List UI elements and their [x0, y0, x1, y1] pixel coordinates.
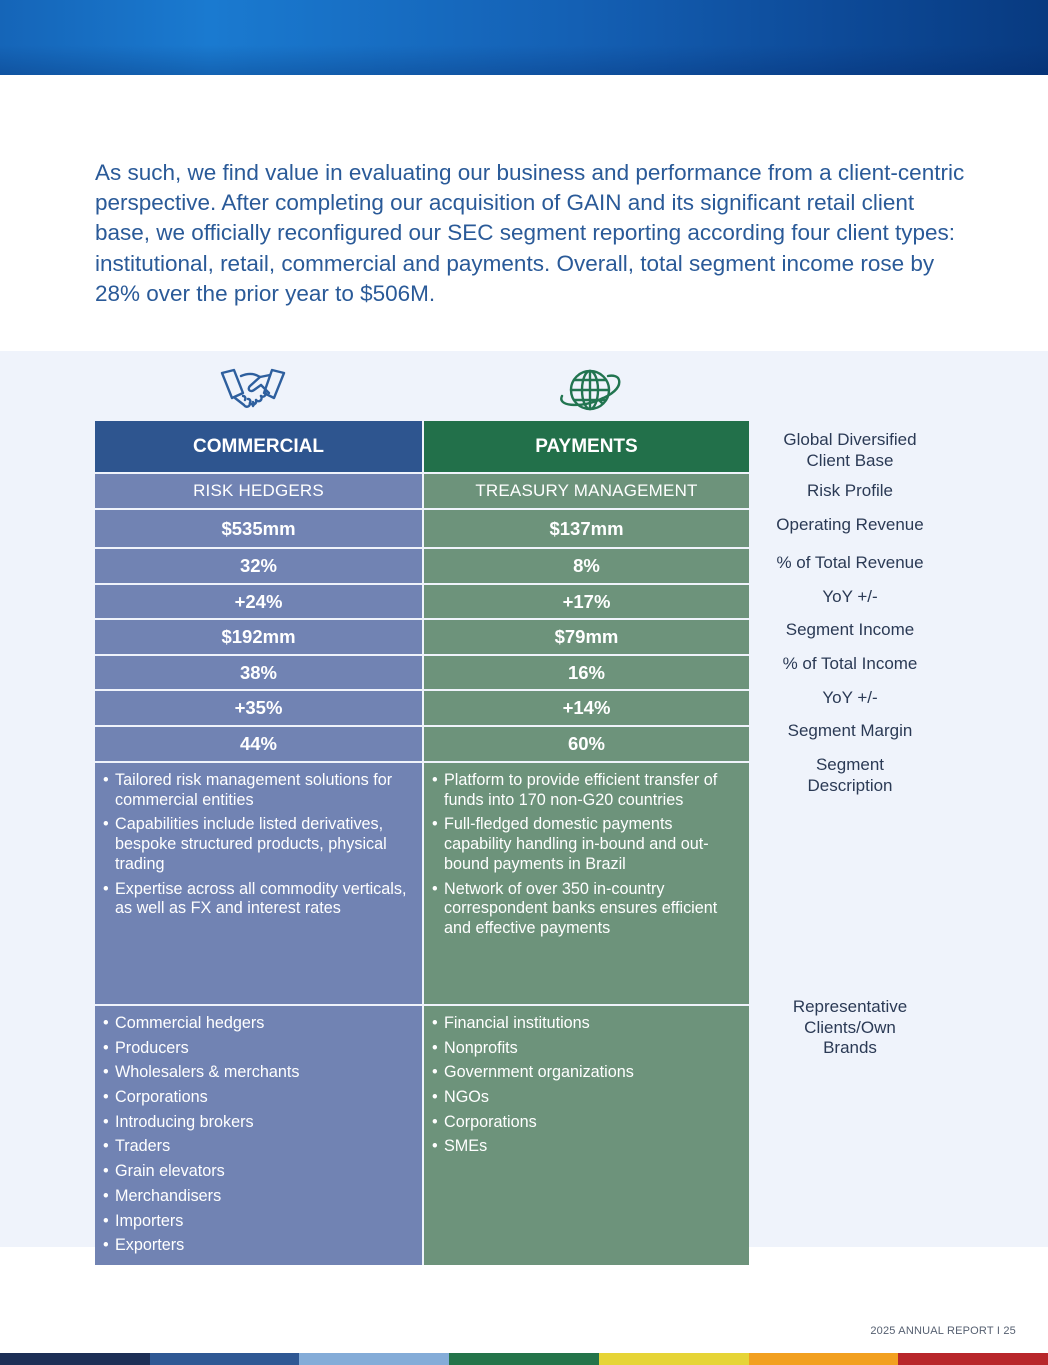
commercial-yoy-income: +35%	[95, 691, 422, 725]
payments-description-list	[424, 763, 749, 944]
payments-risk-profile: TREASURY MANAGEMENT	[424, 474, 749, 508]
color-bar-segment	[150, 1353, 300, 1365]
label-risk-profile: Risk Profile	[807, 481, 893, 500]
payments-yoy-revenue: +17%	[424, 585, 749, 618]
list-item: • Producers	[103, 1038, 299, 1058]
intro-paragraph: As such, we find value in evaluating our business and performance from a client-centric perspective. After completing our acquisition of GAIN and its significant retail client base, we officially reconfigured our SEC segment reporting according four client types: institutional, retail, commercial and payments. Overall, total segment income rose by 28% over the prior year to $506M.	[95, 160, 965, 306]
list-item: • Financial institutions	[432, 1013, 634, 1033]
label-client-base: Global Diversified Client Base	[783, 430, 917, 470]
list-item: • NGOs	[432, 1087, 634, 1107]
list-item: • Expertise across all commodity verticals, as well as FX and interest rates	[103, 880, 416, 920]
list-item: • Commercial hedgers	[103, 1013, 299, 1033]
commercial-description	[95, 763, 422, 1004]
payments-segment-margin: 60%	[424, 727, 749, 761]
list-item: • Platform to provide efficient transfer of funds into 170 non-G20 countries	[432, 771, 743, 811]
payments-clients-list	[424, 1006, 640, 1161]
color-bar-segment	[749, 1353, 899, 1365]
payments-pct-total-income: 16%	[424, 656, 749, 689]
list-item: • Government organizations	[432, 1062, 634, 1082]
commercial-operating-revenue: $535mm	[95, 510, 422, 547]
label-segment-margin: Segment Margin	[787, 721, 913, 740]
color-bar-segment	[0, 1353, 150, 1365]
color-bar-segment	[449, 1353, 599, 1365]
list-item: • Merchandisers	[103, 1186, 299, 1206]
commercial-clients-list	[95, 1006, 305, 1260]
payments-header: PAYMENTS	[424, 421, 749, 472]
label-segment-income: Segment Income	[785, 620, 915, 639]
globe-arrow-icon	[559, 366, 623, 414]
page-footer: 2025 ANNUAL REPORT I 25	[870, 1325, 1016, 1337]
color-bar-segment	[299, 1353, 449, 1365]
commercial-yoy-revenue: +24%	[95, 585, 422, 618]
label-yoy-revenue: YoY +/-	[822, 587, 878, 606]
payments-segment-income: $79mm	[424, 620, 749, 654]
list-item: • Network of over 350 in-country correspondent banks ensures efficient and effective payments	[432, 880, 743, 939]
list-item: • Introducing brokers	[103, 1112, 299, 1132]
payments-pct-total-revenue: 8%	[424, 549, 749, 583]
list-item: • Importers	[103, 1211, 299, 1231]
commercial-pct-total-revenue: 32%	[95, 549, 422, 583]
commercial-header: COMMERCIAL	[95, 421, 422, 472]
commercial-segment-income: $192mm	[95, 620, 422, 654]
list-item: • Capabilities include listed derivatives, bespoke structured products, physical trading	[103, 815, 416, 874]
commercial-clients	[95, 1006, 422, 1265]
list-item: • Traders	[103, 1136, 299, 1156]
list-item: • Tailored risk management solutions for commercial entities	[103, 771, 416, 811]
list-item: • Corporations	[103, 1087, 299, 1107]
list-item: • SMEs	[432, 1136, 634, 1156]
list-item: • Full-fledged domestic payments capability handling in-bound and out-bound payments in Brazil	[432, 815, 743, 874]
commercial-segment-margin: 44%	[95, 727, 422, 761]
commercial-risk-profile: RISK HEDGERS	[95, 474, 422, 508]
handshake-icon	[219, 367, 287, 413]
commercial-pct-total-income: 38%	[95, 656, 422, 689]
list-item: • Corporations	[432, 1112, 634, 1132]
payments-description	[424, 763, 749, 1004]
color-bar-segment	[898, 1353, 1048, 1365]
header-band	[0, 0, 1048, 75]
payments-yoy-income: +14%	[424, 691, 749, 725]
list-item: • Exporters	[103, 1235, 299, 1255]
payments-operating-revenue: $137mm	[424, 510, 749, 547]
label-segment-description: Segment Description	[807, 755, 893, 795]
color-bar-segment	[599, 1353, 749, 1365]
label-representative-clients: Representative Clients/Own Brands	[792, 997, 908, 1057]
label-operating-revenue: Operating Revenue	[776, 515, 924, 534]
color-bar	[0, 1353, 1048, 1365]
list-item: • Grain elevators	[103, 1161, 299, 1181]
list-item: • Wholesalers & merchants	[103, 1062, 299, 1082]
segment-table	[95, 421, 749, 1265]
label-pct-total-income: % of Total Income	[782, 654, 918, 673]
label-pct-total-revenue: % of Total Revenue	[776, 553, 924, 572]
list-item: • Nonprofits	[432, 1038, 634, 1058]
commercial-description-list	[95, 763, 422, 924]
payments-clients	[424, 1006, 749, 1265]
label-yoy-income: YoY +/-	[822, 688, 878, 707]
